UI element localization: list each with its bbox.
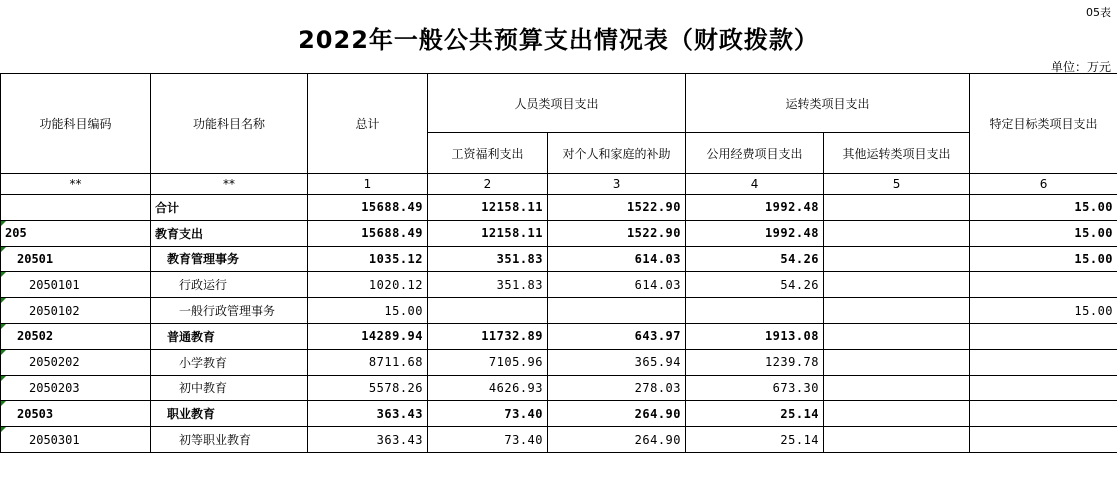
row-other-operation	[824, 195, 970, 221]
row-total: 1035.12	[308, 246, 428, 272]
row-subsidy: 643.97	[548, 323, 686, 349]
row-name: 初等职业教育	[151, 427, 308, 453]
row-name: 初中教育	[151, 375, 308, 401]
row-subsidy: 614.03	[548, 272, 686, 298]
index-cell: 3	[548, 174, 686, 195]
row-special: 15.00	[970, 298, 1117, 324]
row-name: 行政运行	[151, 272, 308, 298]
row-subsidy: 278.03	[548, 375, 686, 401]
row-special: 15.00	[970, 246, 1117, 272]
row-public-expense: 1913.08	[686, 323, 824, 349]
row-public-expense: 673.30	[686, 375, 824, 401]
row-special	[970, 323, 1117, 349]
budget-table	[0, 73, 1117, 453]
index-cell: 2	[428, 174, 548, 195]
row-salary: 73.40	[428, 427, 548, 453]
row-other-operation	[824, 298, 970, 324]
row-subsidy: 1522.90	[548, 220, 686, 246]
table-row	[1, 323, 1117, 349]
table-row	[1, 349, 1117, 375]
index-row	[1, 174, 1117, 195]
table-row	[1, 427, 1117, 453]
header-personnel: 人员类项目支出	[428, 74, 686, 133]
row-total: 15688.49	[308, 220, 428, 246]
row-other-operation	[824, 401, 970, 427]
row-subsidy: 264.90	[548, 427, 686, 453]
row-public-expense: 25.14	[686, 427, 824, 453]
row-special	[970, 375, 1117, 401]
row-name: 教育支出	[151, 220, 308, 246]
row-total: 1020.12	[308, 272, 428, 298]
row-code: 20502	[1, 323, 151, 349]
form-number: 05表	[1086, 6, 1111, 19]
row-total: 15.00	[308, 298, 428, 324]
row-salary	[428, 298, 548, 324]
row-subsidy: 264.90	[548, 401, 686, 427]
table-row	[1, 375, 1117, 401]
unit-label: 单位：万元	[1050, 60, 1111, 74]
table-row	[1, 401, 1117, 427]
row-code	[1, 195, 151, 221]
row-public-expense: 1992.48	[686, 195, 824, 221]
row-name: 普通教育	[151, 323, 308, 349]
index-cell: **	[151, 174, 308, 195]
row-special	[970, 427, 1117, 453]
table-row	[1, 220, 1117, 246]
row-salary: 351.83	[428, 272, 548, 298]
row-other-operation	[824, 427, 970, 453]
row-code: 20503	[1, 401, 151, 427]
row-code: 2050203	[1, 375, 151, 401]
row-code: 2050101	[1, 272, 151, 298]
row-subsidy: 365.94	[548, 349, 686, 375]
row-other-operation	[824, 246, 970, 272]
row-total: 363.43	[308, 401, 428, 427]
row-salary: 7105.96	[428, 349, 548, 375]
row-public-expense: 54.26	[686, 272, 824, 298]
row-salary: 4626.93	[428, 375, 548, 401]
page-title: 2022年一般公共预算支出情况表（财政拨款）	[298, 26, 819, 54]
row-salary: 351.83	[428, 246, 548, 272]
table-row	[1, 298, 1117, 324]
row-total: 5578.26	[308, 375, 428, 401]
row-other-operation	[824, 323, 970, 349]
row-code: 20501	[1, 246, 151, 272]
row-code: 2050301	[1, 427, 151, 453]
row-salary: 11732.89	[428, 323, 548, 349]
row-special: 15.00	[970, 220, 1117, 246]
row-name: 教育管理事务	[151, 246, 308, 272]
row-total: 14289.94	[308, 323, 428, 349]
row-name: 小学教育	[151, 349, 308, 375]
header-public-expense: 公用经费项目支出	[686, 133, 824, 174]
row-total: 8711.68	[308, 349, 428, 375]
row-subsidy: 1522.90	[548, 195, 686, 221]
row-public-expense	[686, 298, 824, 324]
row-total: 363.43	[308, 427, 428, 453]
row-code: 2050202	[1, 349, 151, 375]
row-special	[970, 349, 1117, 375]
header-operation: 运转类项目支出	[686, 74, 970, 133]
row-subsidy: 614.03	[548, 246, 686, 272]
row-public-expense: 1992.48	[686, 220, 824, 246]
table-row	[1, 246, 1117, 272]
table-row	[1, 272, 1117, 298]
header-other-operation: 其他运转类项目支出	[824, 133, 970, 174]
row-other-operation	[824, 349, 970, 375]
row-other-operation	[824, 220, 970, 246]
header-total: 总计	[308, 74, 428, 174]
row-code: 205	[1, 220, 151, 246]
row-special: 15.00	[970, 195, 1117, 221]
index-cell: 1	[308, 174, 428, 195]
row-special	[970, 401, 1117, 427]
row-code: 2050102	[1, 298, 151, 324]
row-total: 15688.49	[308, 195, 428, 221]
index-cell: **	[1, 174, 151, 195]
row-public-expense: 1239.78	[686, 349, 824, 375]
row-salary: 12158.11	[428, 220, 548, 246]
header-special: 特定目标类项目支出	[970, 74, 1117, 174]
row-salary: 12158.11	[428, 195, 548, 221]
header-name: 功能科目名称	[151, 74, 308, 174]
row-salary: 73.40	[428, 401, 548, 427]
row-name: 职业教育	[151, 401, 308, 427]
table-row	[1, 195, 1117, 221]
row-name: 一般行政管理事务	[151, 298, 308, 324]
index-cell: 6	[970, 174, 1117, 195]
header-code: 功能科目编码	[1, 74, 151, 174]
row-public-expense: 54.26	[686, 246, 824, 272]
row-public-expense: 25.14	[686, 401, 824, 427]
row-name: 合计	[151, 195, 308, 221]
row-other-operation	[824, 272, 970, 298]
header-salary: 工资福利支出	[428, 133, 548, 174]
index-cell: 5	[824, 174, 970, 195]
row-other-operation	[824, 375, 970, 401]
index-cell: 4	[686, 174, 824, 195]
row-subsidy	[548, 298, 686, 324]
header-subsidy: 对个人和家庭的补助	[548, 133, 686, 174]
row-special	[970, 272, 1117, 298]
